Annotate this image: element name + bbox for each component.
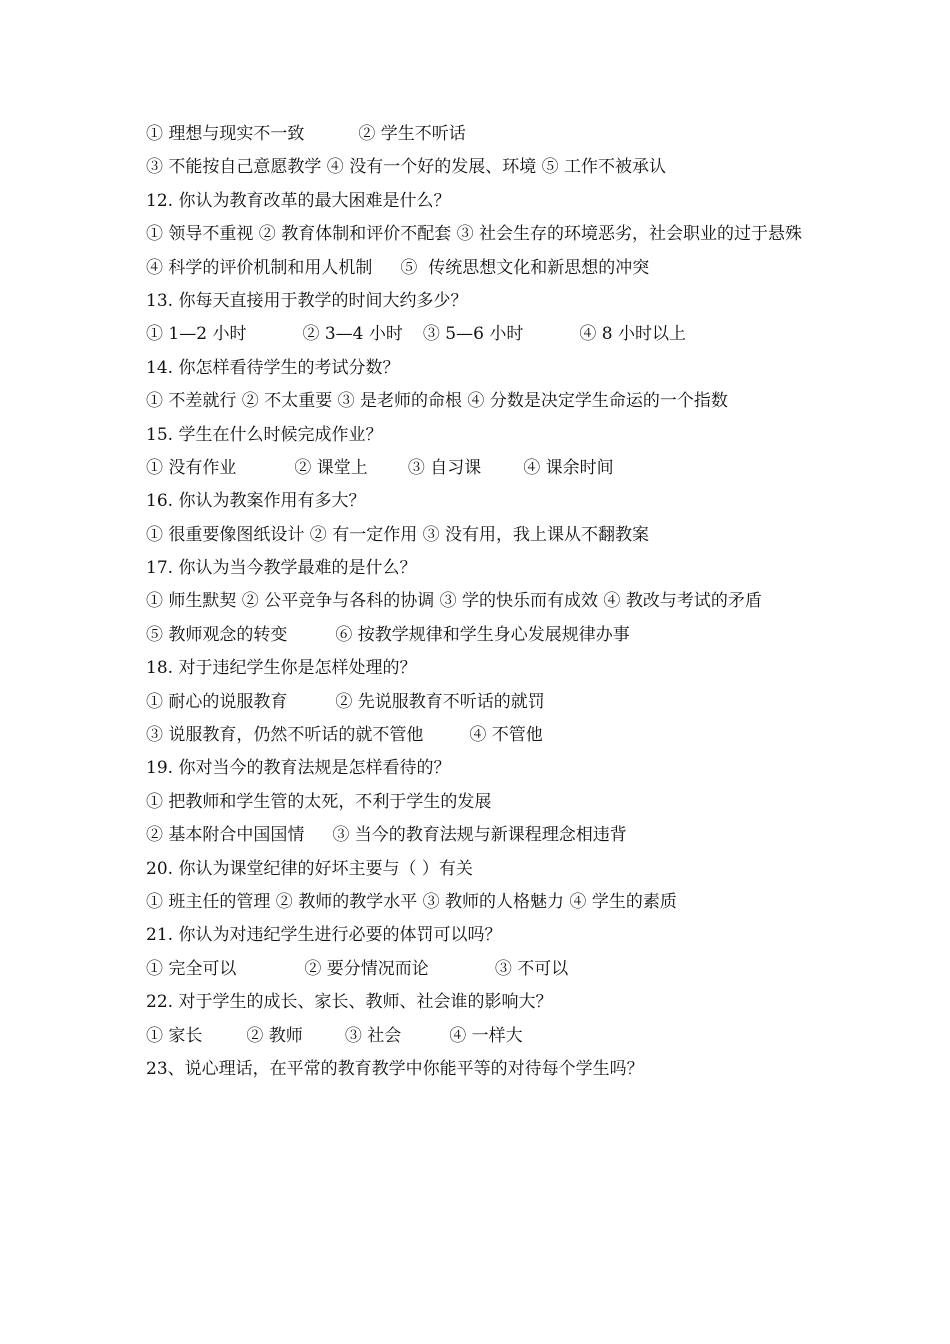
question-heading: 17. 你认为当今教学最难的是什么？ xyxy=(146,558,417,579)
question-heading: 19. 你对当今的教育法规是怎样看待的？ xyxy=(146,758,451,779)
answer-option: ② 课堂上 xyxy=(294,457,368,478)
question-heading: 12. 你认为教育改革的最大困难是什么？ xyxy=(146,190,451,211)
answer-option: ⑥ 按教学规律和学生身心发展规律办事 xyxy=(335,624,630,645)
answer-option: ③ 不可以 xyxy=(494,958,569,979)
answer-option: ④ 8 小时以上 xyxy=(579,324,686,345)
question-heading: 13. 你每天直接用于教学的时间大约多少？ xyxy=(146,290,468,311)
answer-options-line xyxy=(146,256,810,280)
question-heading: 15. 学生在什么时候完成作业？ xyxy=(146,424,383,445)
answer-option: ② 教师 xyxy=(246,1025,303,1046)
question-heading: 14. 你怎样看待学生的考试分数？ xyxy=(146,357,400,378)
answer-options-line: ① 领导不重视 ② 教育体制和评价不配套 ③ 社会生存的环境恶劣，社会职业的过于悬殊 xyxy=(146,224,803,245)
answer-option: ③ 社会 xyxy=(344,1025,402,1046)
answer-option: ④ 科学的评价机制和用人机制 xyxy=(146,257,373,278)
question-heading: 22. 对于学生的成长、家长、教师、社会谁的影响大？ xyxy=(146,992,553,1013)
answer-option: ③ 自习课 xyxy=(407,457,482,478)
answer-options-line: ① 不差就行 ② 不太重要 ③ 是老师的命根 ④ 分数是决定学生命运的一个指数 xyxy=(146,391,728,412)
question-heading: 16. 你认为教案作用有多大？ xyxy=(146,491,366,512)
answer-options-line: ① 很重要像图纸设计 ② 有一定作用 ③ 没有用，我上课从不翻教案 xyxy=(146,524,650,545)
question-heading: 23、说心理话，在平常的教育教学中你能平等的对待每个学生吗？ xyxy=(146,1058,644,1079)
question-heading: 18. 对于违纪学生你是怎样处理的？ xyxy=(146,658,417,679)
answer-option: ③ 当今的教育法规与新课程理念相违背 xyxy=(332,825,627,846)
answer-option: ④ 课余时间 xyxy=(523,457,614,478)
answer-option: ① 没有作业 xyxy=(146,457,237,478)
answer-option: ② 3—4 小时 xyxy=(302,324,403,345)
answer-options-line xyxy=(146,690,810,714)
answer-option: ④ 一样大 xyxy=(449,1025,523,1046)
answer-options-line xyxy=(146,957,810,981)
answer-option: ⑤ 传统思想文化和新思想的冲突 xyxy=(400,257,650,278)
answer-options-line: ③ 不能按自己意愿教学 ④ 没有一个好的发展、环境 ⑤ 工作不被承认 xyxy=(146,157,667,178)
answer-option: ② 要分情况而论 xyxy=(304,958,429,979)
questionnaire-body xyxy=(146,122,810,1090)
question-heading: 20. 你认为课堂纪律的好坏主要与（ ）有关 xyxy=(146,858,473,879)
answer-option: ④ 不管他 xyxy=(469,725,543,746)
answer-option: ② 学生不听话 xyxy=(358,124,466,144)
answer-option: ② 基本附合中国国情 xyxy=(146,825,305,846)
answer-option: ③ 说服教育，仍然不听话的就不管他 xyxy=(146,725,424,746)
answer-option: ② 先说服教育不听话的就罚 xyxy=(335,691,545,712)
answer-option: ① 耐心的说服教育 xyxy=(146,691,288,712)
answer-option: ① 把教师和学生管的太死，不利于学生的发展 xyxy=(146,791,492,812)
answer-option: ① 完全可以 xyxy=(146,958,237,979)
answer-options-line: ① 班主任的管理 ② 教师的教学水平 ③ 教师的人格魅力 ④ 学生的素质 xyxy=(146,891,677,912)
answer-option: ① 家长 xyxy=(146,1025,203,1046)
answer-option: ① 1—2 小时 xyxy=(146,324,247,345)
answer-option: ⑤ 教师观念的转变 xyxy=(146,624,288,645)
answer-option: ① 理想与现实不一致 xyxy=(146,124,305,144)
answer-options-line xyxy=(146,456,810,480)
answer-options-line xyxy=(146,1024,810,1048)
answer-option: ③ 5—6 小时 xyxy=(422,324,524,345)
answer-options-line xyxy=(146,322,810,346)
answer-options-line xyxy=(146,723,810,747)
answer-options-line xyxy=(146,790,810,814)
answer-options-line xyxy=(146,623,810,647)
answer-options-line: ① 师生默契 ② 公平竞争与各科的协调 ③ 学的快乐而有成效 ④ 教改与考试的矛盾 xyxy=(146,591,762,612)
answer-options-line xyxy=(146,823,810,847)
question-heading: 21. 你认为对违纪学生进行必要的体罚可以吗？ xyxy=(146,925,502,946)
answer-options-line xyxy=(146,122,810,146)
